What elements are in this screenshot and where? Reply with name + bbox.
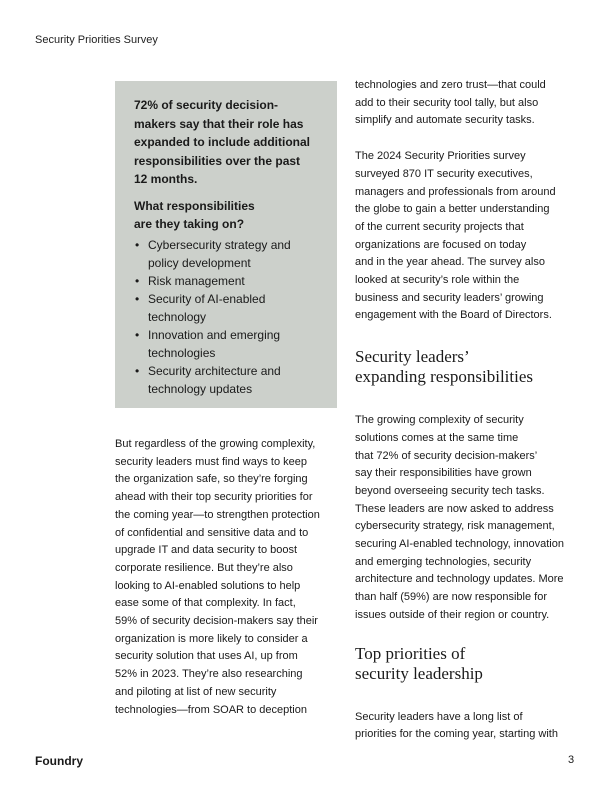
right-column [355,77,575,744]
body-paragraph: Security leaders have a long list of priorities for the coming year, starting with [355,710,558,741]
callout-question: What responsibilities are they taking on? [134,198,255,231]
callout-stat: 72% of security decision- makers say that their role has expanded to include additional responsibilities over the past 12 months. [134,98,311,186]
list-item: • Innovation and emerging technologies [135,327,281,360]
bullet-icon: • [135,237,140,252]
bullet-icon: • [135,363,140,378]
body-paragraph: The growing complexity of security solutions comes at the same time that 72% of security decision-makers’ say their responsibilities have grown beyond overseeing security tech tasks. These leaders are now asked to address cybersecurity strategy, risk management, securing AI-enabled technology, innovation and emerging technologies, security architecture and technology updates. More than half (59%) are now responsible for issues outside of their region or country. [355,414,564,621]
list-item: • Cybersecurity strategy and policy development [135,237,291,270]
running-header: Security Priorities Survey [35,34,158,46]
list-item: • Security architecture and technology updates [135,363,281,396]
body-paragraph: technologies and zero trust—that could add to their security tool tally, but also simplify and automate security tasks. [355,79,546,127]
callout-box [115,81,337,408]
list-item: • Risk management [135,273,245,288]
left-column [115,436,337,719]
brand-logo: Foundry [35,754,83,768]
bullet-icon: • [135,291,140,306]
section-heading: Security leaders’ expanding responsibilities [355,347,534,387]
body-paragraph: The 2024 Security Priorities survey surveyed 870 IT security executives, managers and professionals from around the globe to gain a better understanding of the current security projects that organizations are focused on today and in the year ahead. The survey also looked at security’s role within the business and security leaders’ growing engagement with the Board of Directors. [355,150,556,322]
bullet-icon: • [135,327,140,342]
page-number: 3 [568,754,575,766]
responsibilities-list [134,236,321,398]
list-item: • Security of AI-enabled technology [135,291,266,324]
section-heading: Top priorities of security leadership [355,643,483,683]
body-paragraph: But regardless of the growing complexity, security leaders must find ways to keep the organization safe, so they’re forging ahead with their top security priorities for the coming year—to strengthen protection of confidential and sensitive data and to upgrade IT and data security to boost corporate resilience. But they’re also looking to AI-enabled solutions to help ease some of that complexity. In fact, 59% of security decision-makers say their organization is more likely to consider a security solution that uses AI, up from 52% in 2023. They’re also researching and piloting at list of new security technologies—from SOAR to deception [115,438,320,716]
bullet-icon: • [135,273,140,288]
